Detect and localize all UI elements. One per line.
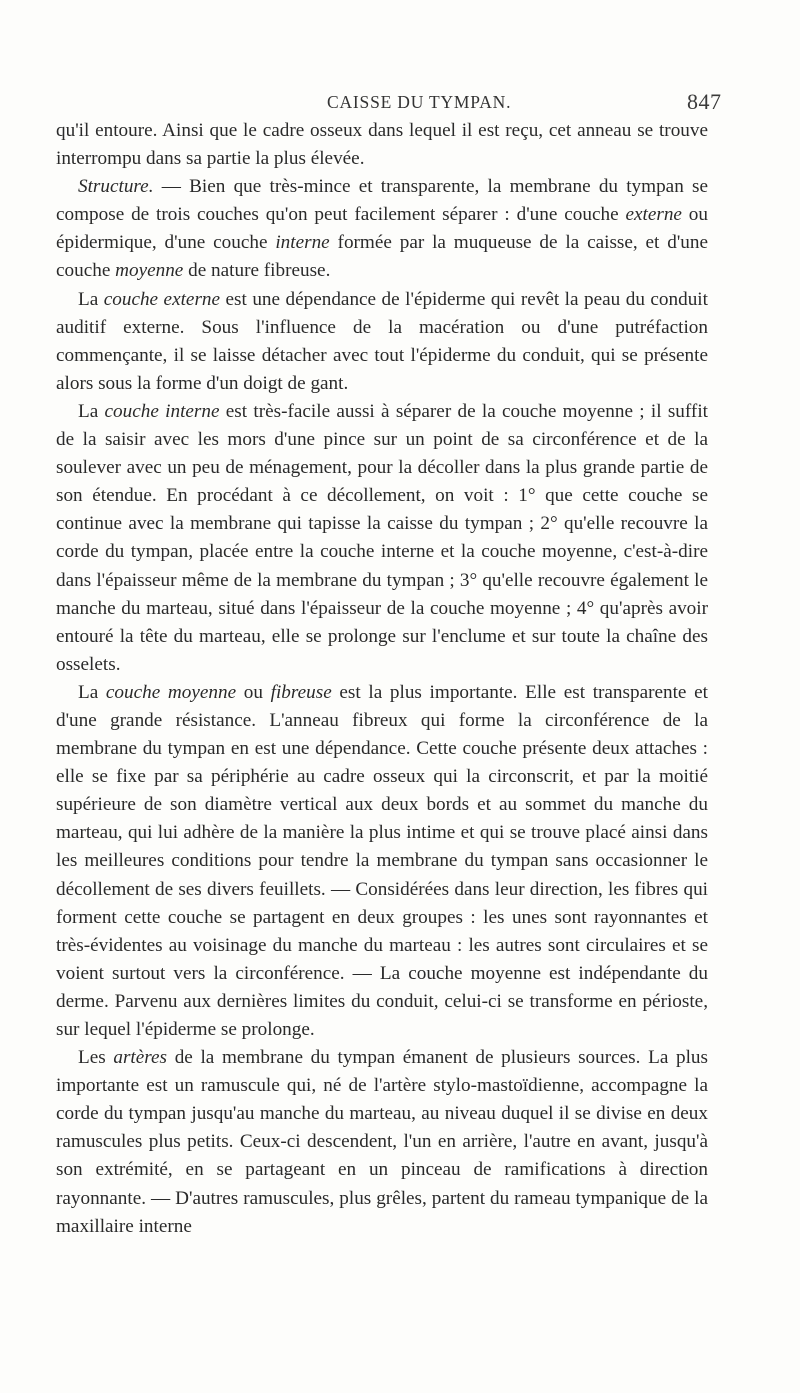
paragraph-arteres: Les artères de la membrane du tympan émanent de plusieurs sources. La plus importante est un ramuscule qui, né de l'artère stylo-mastoïdienne, accompagne la corde du tympan jusqu'au manche du marteau, au niveau duquel il se divise en deux ramuscules plus petits. Ceux-ci descendent, l'un en arrière, l'autre en avant, jusqu'à son extrémité, en se partageant en un pinceau de ramifications à direction rayonnante. — D'autres ramuscules, plus grêles, partent du rameau tympanique de la maxillaire interne xyxy=(56,1047,708,1237)
term-couche-interne: couche interne xyxy=(104,400,220,422)
paragraph-couche-externe: La couche externe est une dépendance de l'épiderme qui revêt la peau du conduit auditif externe. Sous l'influence de la macération ou d'une putréfaction commençante, il se laisse détacher avec tout l'épiderme du conduit, qui se présente alors sous la forme d'un doigt de gant. xyxy=(56,288,708,394)
term-couche-externe: couche externe xyxy=(103,288,221,310)
body-text xyxy=(56,117,708,1241)
paragraph-continuation: qu'il entoure. Ainsi que le cadre osseux dans lequel il est reçu, cet anneau se trouve interrompu dans sa partie la plus élevée. xyxy=(56,120,708,170)
running-head xyxy=(0,89,800,120)
term-arteres: artères xyxy=(113,1047,168,1069)
page-number: 847 xyxy=(687,89,722,114)
term-interne: interne xyxy=(275,232,330,254)
term-couche-moyenne: couche moyenne xyxy=(105,681,237,703)
term-moyenne: moyenne xyxy=(115,260,184,282)
term-externe: externe xyxy=(625,204,682,226)
paragraph-couche-moyenne: La couche moyenne ou fibreuse est la plus importante. Elle est transparente et d'une grande résistance. L'anneau fibreux qui forme la circonférence de la membrane du tympan en est une dépendance. Cette couche présente deux attaches : elle se fixe par sa périphérie au cadre osseux qui la circonscrit, et par la moitié supérieure de son diamètre vertical aux deux bords et au sommet du manche du marteau, qui lui adhère de la manière la plus intime et qui se trouve placé ainsi dans les meilleures conditions pour tendre la membrane du tympan sans occasionner le décollement de ses divers feuillets. — Considérées dans leur direction, les fibres qui forment cette couche se partagent en deux groupes : les unes sont rayonnantes et très-évidentes au voisinage du manche du marteau : les autres sont circulaires et se voient surtout vers la circonférence. — La couche moyenne est indépendante du derme. Parvenu aux dernières limites du conduit, celui-ci se transforme en périoste, sur lequel l'épiderme se prolonge. xyxy=(56,681,708,1040)
paragraph-couche-interne: La couche interne est très-facile aussi à séparer de la couche moyenne ; il suffit de la saisir avec les mors d'une pince sur un point de sa circonférence et de la soulever avec un peu de ménagement, pour la décoller dans la plus grande partie de son étendue. En procédant à ce décollement, on voit : 1° que cette couche se continue avec la membrane qui tapisse la caisse du tympan ; 2° qu'elle recouvre la corde du tympan, placée entre la couche interne et la couche moyenne, c'est-à-dire dans l'épaisseur même de la membrane du tympan ; 3° qu'elle recouvre également le manche du marteau, situé dans l'épaisseur de la couche moyenne ; 4° qu'après avoir entouré la tête du marteau, elle se prolonge sur l'enclume et sur toute la chaîne des osselets. xyxy=(56,400,708,675)
section-heading: Structure. xyxy=(78,176,154,198)
running-title: CAISSE DU TYMPAN. xyxy=(327,92,512,112)
term-fibreuse: fibreuse xyxy=(270,681,332,703)
paragraph-structure: Structure. — Bien que très-mince et transparente, la membrane du tympan se compose de trois couches qu'on peut facilement séparer : d'une couche externe ou épidermique, d'une couche interne formée par la muqueuse de la caisse, et d'une couche moyenne de nature fibreuse. xyxy=(56,176,708,282)
